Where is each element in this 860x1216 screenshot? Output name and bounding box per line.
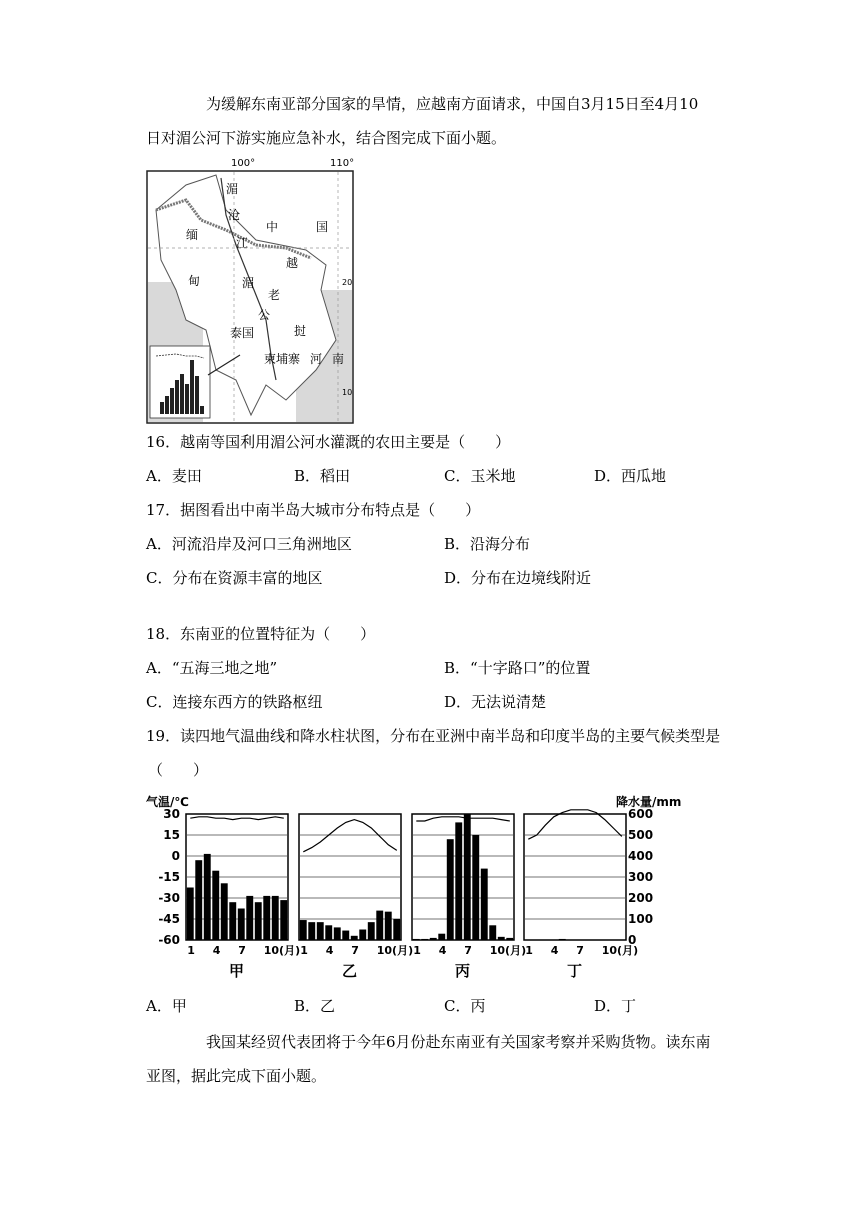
q19-option-b: B．乙: [294, 997, 336, 1015]
precip-bar: [498, 937, 505, 940]
month-tick-label: 1: [187, 944, 195, 957]
precip-bar: [368, 922, 375, 940]
precip-bar: [246, 896, 253, 940]
next-intro-line-1: 我国某经贸代表团将于今年6月份赴东南亚有关国家考察并采购货物。读东南: [206, 1033, 711, 1051]
month-tick-label: 7: [238, 944, 246, 957]
precip-bar: [438, 934, 445, 940]
q18-option-a: A．“五海三地之地”: [146, 659, 278, 677]
q18-option-b: B．“十字路口”的位置: [444, 659, 591, 677]
map-label-gong: 公: [258, 308, 271, 322]
month-tick-label: 4: [325, 944, 334, 957]
q19-option-a: A．甲: [146, 997, 187, 1015]
precip-axis-title: 降水量/mm: [616, 795, 682, 809]
precip-tick-label: 300: [628, 870, 654, 884]
precip-bar: [351, 936, 358, 940]
precip-bar: [195, 860, 202, 940]
panel-name: 丙: [455, 962, 471, 980]
precip-bar: [204, 854, 211, 940]
temp-tick-label: -60: [158, 933, 180, 947]
map-label-lao: 老: [268, 288, 281, 302]
q18-option-c: C．连接东西方的铁路枢纽: [146, 693, 323, 711]
q16-option-d: D．西瓜地: [594, 467, 667, 485]
precip-bar: [421, 939, 428, 940]
month-tick-label: 10(月): [489, 944, 527, 957]
precip-bar: [229, 902, 236, 940]
indochina-map: [146, 158, 355, 424]
q19-option-d: D．丁: [594, 997, 637, 1015]
climate-panel-3: [412, 814, 526, 980]
month-tick-label: 10(月): [601, 944, 639, 957]
precip-bar: [385, 912, 392, 940]
map-label-guo: 国: [316, 220, 329, 234]
precip-bar: [455, 822, 462, 940]
precip-bar: [359, 930, 366, 941]
temp-tick-label: 30: [163, 807, 180, 821]
precip-bar: [221, 883, 228, 940]
precip-bar: [300, 920, 307, 940]
precip-bar: [393, 919, 400, 940]
precip-bar: [317, 922, 324, 940]
panel-name: 甲: [229, 962, 245, 980]
month-tick-label: 1: [525, 944, 533, 957]
month-tick-label: 7: [576, 944, 584, 957]
map-label-wo: 挝: [294, 324, 307, 338]
climate-panel-2: [299, 814, 413, 980]
panel-name: 丁: [567, 962, 583, 980]
precip-tick-label: 400: [628, 849, 654, 863]
q19-option-c: C．丙: [444, 997, 486, 1015]
precip-bar: [238, 909, 245, 941]
q17-option-c: C．分布在资源丰富的地区: [146, 569, 323, 587]
q16-stem: 16．越南等国利用湄公河水灌溉的农田主要是（ ）: [146, 433, 511, 451]
precip-tick-label: 200: [628, 891, 654, 905]
precip-bar: [342, 931, 349, 940]
next-intro-line-2: 亚图，据此完成下面小题。: [146, 1067, 327, 1085]
q18-stem: 18．东南亚的位置特征为（ ）: [146, 625, 376, 643]
precip-bar: [506, 938, 513, 940]
map-label-lan: 湄: [226, 182, 239, 196]
temp-tick-label: 0: [171, 849, 180, 863]
precip-bar: [464, 814, 471, 940]
precip-bar: [376, 911, 383, 940]
map-label-cambodia: 柬埔寨: [264, 352, 301, 366]
precip-bar: [481, 869, 488, 940]
lon-label-110: 110°: [330, 158, 355, 169]
precip-tick-label: 500: [628, 828, 654, 842]
precip-bar: [212, 871, 219, 940]
precip-bar: [187, 888, 194, 941]
q18-option-d: D．无法说清楚: [444, 693, 547, 711]
precip-bar: [447, 839, 454, 940]
climate-charts: [146, 794, 706, 984]
map-label-yue: 越: [286, 256, 299, 270]
q17-option-b: B．沿海分布: [444, 535, 531, 553]
month-tick-label: 7: [464, 944, 472, 957]
month-tick-label: 1: [300, 944, 308, 957]
month-tick-label: 4: [550, 944, 559, 957]
map-label-dian: 甸: [188, 274, 201, 288]
q19-stem: 19．读四地气温曲线和降水柱状图，分布在亚洲中南半岛和印度半岛的主要气候类型是: [146, 727, 721, 745]
precip-bar: [559, 939, 566, 940]
climate-panel-1: [186, 814, 300, 980]
precip-tick-label: 0: [628, 933, 637, 947]
precip-bar: [263, 896, 270, 940]
lat-label-20: 20: [342, 278, 353, 287]
map-label-thailand: 泰国: [230, 326, 255, 340]
q17-option-a: A．河流沿岸及河口三角洲地区: [146, 535, 352, 553]
precip-tick-label: 600: [628, 807, 654, 821]
month-tick-label: 1: [413, 944, 421, 957]
map-label-cang: 沧: [228, 208, 241, 222]
month-tick-label: 4: [212, 944, 221, 957]
precip-bar: [272, 896, 279, 940]
map-label-mei: 湄: [242, 276, 255, 290]
intro-line-2: 日对湄公河下游实施应急补水，结合图完成下面小题。: [146, 129, 507, 147]
q17-stem: 17．据图看出中南半岛大城市分布特点是（ ）: [146, 501, 481, 519]
temp-tick-label: -15: [158, 870, 180, 884]
map-label-jiang: 江: [236, 236, 249, 250]
temp-tick-label: -45: [158, 912, 180, 926]
precip-bar: [334, 927, 341, 940]
q19-stem-paren: （ ）: [148, 761, 209, 779]
q16-option-c: C．玉米地: [444, 467, 516, 485]
lat-label-10: 10: [342, 388, 353, 397]
precip-bar: [413, 939, 420, 940]
month-tick-label: 10(月): [376, 944, 414, 957]
temp-tick-label: 15: [163, 828, 180, 842]
map-label-zhong: 中: [266, 220, 279, 234]
month-tick-label: 4: [438, 944, 447, 957]
map-label-nan: 南: [332, 352, 345, 366]
q16-option-a: A．麦田: [146, 467, 202, 485]
precip-bar: [472, 835, 479, 940]
intro-line-1: 为缓解东南亚部分国家的旱情，应越南方面请求，中国自3月15日至4月10: [206, 95, 699, 113]
map-label-mian: 缅: [186, 228, 199, 242]
q16-option-b: B．稻田: [294, 467, 351, 485]
temp-tick-label: -30: [158, 891, 180, 905]
month-tick-label: 10(月): [263, 944, 301, 957]
lon-label-100: 100°: [231, 158, 256, 169]
map-label-he: 河: [310, 352, 323, 366]
temp-axis-title: 气温/℃: [146, 795, 189, 809]
month-tick-label: 7: [351, 944, 359, 957]
panel-name: 乙: [342, 962, 358, 980]
precip-bar: [255, 902, 262, 940]
precip-bar: [280, 900, 287, 940]
precip-bar: [489, 925, 496, 940]
precip-bar: [430, 938, 437, 940]
precip-bar: [325, 925, 332, 940]
climate-charts-svg: [146, 794, 706, 984]
precip-tick-label: 100: [628, 912, 654, 926]
climate-panel-4: [524, 810, 638, 980]
q17-option-d: D．分布在边境线附近: [444, 569, 592, 587]
precip-bar: [308, 922, 315, 940]
